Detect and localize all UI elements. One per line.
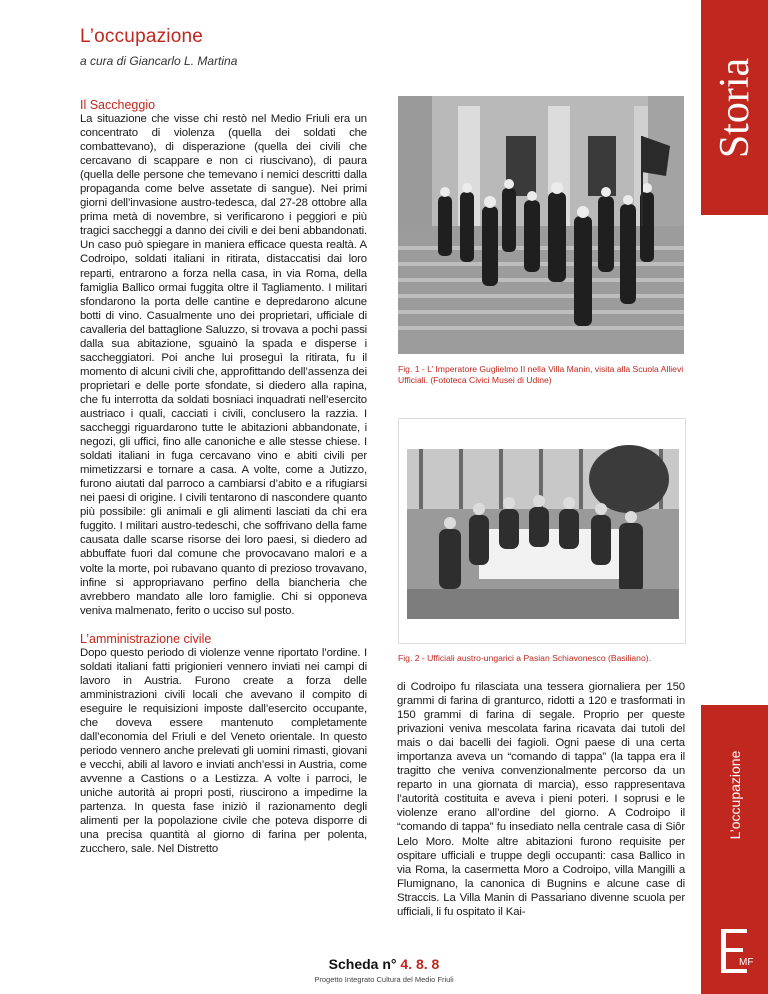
section-text-amministrazione: Dopo questo periodo di violenze venne riportato l’ordine. I soldati italiani fatti prigionieri vennero inviati nei campi di lavoro in Austria. Furono create a forza delle amministrazioni civili locali che avevano il compito di eseguire le requisizioni imposte dall’esercito occupante, che doveva essere mantenuto completamente dall’economia del Friuli e del Veneto orientale. In questo periodo vennero anche prelevati gli uomini rimasti, giovani e vecchi, abili al lavoro e inviati anch’essi in Austria, come avvenne a Castions o a Lestizza. A volte i parroci, le uniche autorità ai propri posti, riuscirono a impedirne la partenza. In questa fase iniziò il razionamento degli alimenti per la popolazione civile che poteva disporre di una precisa quantità al giorno di farina per polenta, zucchero, sale. Nel Distretto: [80, 646, 367, 856]
section-heading-amministrazione: L’amministrazione civile: [80, 631, 212, 646]
section-text-saccheggio: La situazione che visse chi restò nel Medio Friuli era un concentrato di violenza (quella dei soldati che combattevano), di disperazione (quella dei civili che cercavano di scappare e non ci riuscivano), di paura (quella delle persone che temevano i nemici descritti dalla propaganda come belve assetate di sangue). Nei primi giorni dell’invasione austro-tedesca, dal 27-28 ottobre alla prima metà di novembre, si verificarono i peggiori e più tragici saccheggi a danno dei civili e dei beni abbandonati. Un caso può spiegare in maniera efficace questa realtà. A Codroipo, soldati italiani in ritirata, distaccatisi dai loro reparti, entrarono a forza nella casa, in via Roma, della famiglia Ballico ormai fuggita oltre il Tagliamento. I militari sfondarono la porta delle cantine e depredarono alcune botti di vino. Casualmente uno dei proprietari, ufficiale di cavalleria del battaglione Saluzzo, si trovava a pochi passi dalla sua abitazione, sguainò la spada e disperse i saccheggiatori. Poi anche lui proseguì la ritirata, fu il momento di alcuni civili che, approfittando dell’assenza dei proprietari e delle porte sfondate, si diedero alla rapina, che fu interrotta da soldati bosniaci inquadrati nell’esercito austriaco i quali, cacciati i civili, conclusero la razzia. I saccheggi riguardarono tutte le abitazioni abbandonate, i negozi, gli uffici, fino alle canoniche e alle stesse chiese. I soldati italiani in fuga cercavano vino e abiti civili per mimetizzarsi e tornare a casa. A volte, come a Jutizzo, furono aiutati dal parroco a cambiarsi d’abito e a rifugiarsi nei paesi di origine. I civili tentarono di nascondere quanto più possibile: gli animali e gli alimenti lasciati da chi era fuggito. I militari austro-tedeschi, che soffrivano della fame causata dalle scarse risorse dei loro paesi, si diedero ad abbuffate fuori dal comune che provocavano malori e a volte la morte, poi rubavano quanto di prezioso trovavano, infine si appropriavano perfino della biancheria che avrebbero mandato alle loro famiglie. Chi si opponeva veniva malmenato, ferito o ucciso sul posto.: [80, 113, 367, 617]
scheda-number-line: [0, 956, 768, 972]
scheda-label: Scheda n°: [328, 956, 397, 972]
figure-caption-1: Fig. 1 - L’ Imperatore Guglielmo II nella Villa Manin, visita alla Scuola Allievi Ufficiali. (Fototeca Civici Musei di Udine): [398, 364, 684, 385]
page-title: L’occupazione: [80, 26, 204, 47]
author-line: a cura di Giancarlo L. Martina: [80, 54, 238, 68]
photo-emperor-villa-manin: [398, 96, 684, 354]
section-heading-saccheggio: Il Saccheggio: [80, 98, 156, 112]
topic-tab: [701, 705, 768, 994]
project-footer: Progetto Integrato Cultura del Medio Friuli: [314, 975, 454, 984]
scheda-number: 4. 8. 8: [400, 956, 440, 972]
figure-caption-2: Fig. 2 - Ufficiali austro-ungarici a Pasian Schiavonesco (Basiliano).: [398, 653, 651, 663]
photo-officers-pasian: [398, 418, 686, 644]
topic-label: L’occupazione: [726, 750, 743, 840]
left-column: [80, 98, 367, 856]
section-label: Storia: [711, 57, 758, 158]
logo-letters: MF: [739, 957, 754, 968]
continuation-text: di Codroipo fu rilasciata una tessera giornaliera per 150 grammi di farina di granturco, ridotti a 120 e trasformati in 150 grammi di farina di segale. Proprio per queste privazioni veniva mescolata farina ricavata dai tutoli del mais o dai bacelli dei fagioli. Ogni paese di una certa importanza aveva un “comando di tappa” (la tappa era il tragitto che veniva convenzionalmente percorso da un reparto in una giornata di marcia), esso rappresentava l’autorità costituita e aveva i pieni poteri. I soprusi e le violenze erano all’ordine del giorno. A Codroipo il “comando di tappa” fu insediato nella centrale casa di Siôr Lelo Moro. Molte altre abitazioni furono requisite per ospitare ufficiali e truppe degli occupanti: casa Ballico in via Roma, la casermetta Moro a Codroipo, villa Mangilli a Flumignano, la canonica di Bugnins e alcune case di Straccis. La Villa Manin di Passariano divenne scuola per ufficiali, li fu ospitato il Kai-: [397, 681, 685, 918]
right-column: [397, 680, 685, 919]
section-tab-storia: [701, 0, 768, 215]
